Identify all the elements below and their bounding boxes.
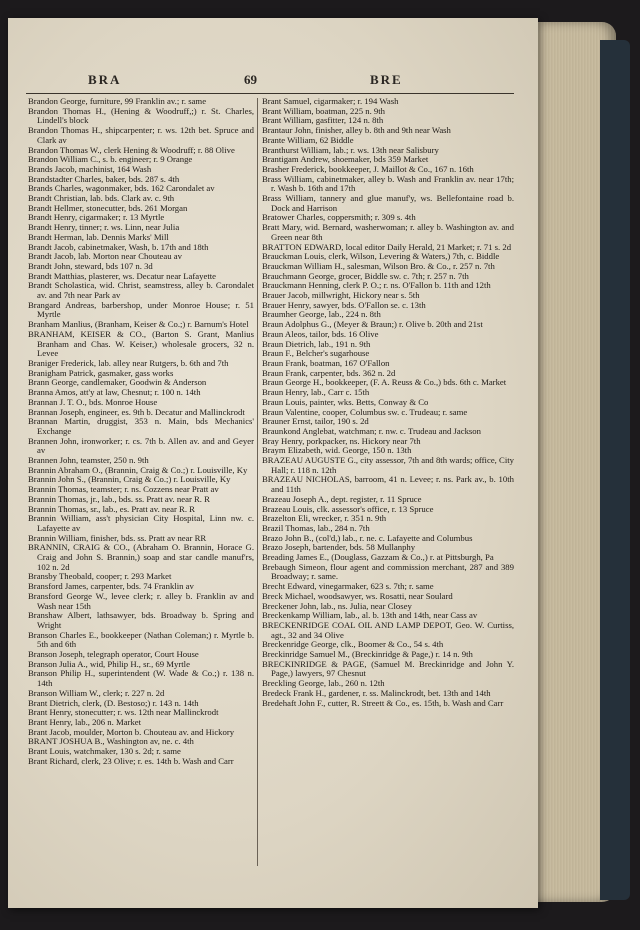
page-number: 69 <box>244 72 257 87</box>
directory-entry: Brazo Joseph, bartender, bds. 58 Mullanphy <box>262 542 416 553</box>
directory-entry: Brauckman Louis, clerk, Wilson, Levering & Waters,) 7th, c. Biddle <box>262 251 500 262</box>
directory-page <box>8 18 538 908</box>
header-rule <box>26 93 514 94</box>
directory-entry: Brant Jacob, moulder, Morton b. Chouteau av. and Hickory <box>28 726 235 737</box>
directory-entry: Breading James E., (Douglass, Gazzam & Co.,) r. at Pittsburgh, Pa <box>262 552 494 563</box>
directory-entry: Brandon Thomas W., clerk Hening & Woodruff; r. 88 Olive <box>28 144 235 155</box>
directory-entry: Brauckman William H., salesman, Wilson Bro. & Co., r. 257 n. 7th <box>262 260 495 271</box>
directory-entry: Brandon Thomas H., shipcarpenter; r. ws. 12th bet. Spruce and Clark av <box>28 125 254 145</box>
right-column <box>262 97 514 708</box>
directory-entry: Brannin Thomas, jr., lab., bds. ss. Pratt av. near R. R <box>28 493 210 504</box>
directory-entry: Branson William W., clerk; r. 227 n. 2d <box>28 687 165 698</box>
directory-entry: Braniger Frederick, lab. alley near Rutgers, b. 6th and 7th <box>28 357 229 368</box>
directory-entry: Brant Louis, watchmaker, 130 s. 2d; r. same <box>28 746 181 757</box>
directory-entry: Brannin William, ass't physician City Hospital, Linn nw. c. Lafayette av <box>28 513 254 533</box>
directory-entry: Bratt Mary, wid. Bernard, washerwoman; r. alley b. Washington av. and Green near 8th <box>262 222 514 242</box>
directory-entry: Breckenkamp William, lab., al. b. 13th and 14th, near Cass av <box>262 610 478 621</box>
directory-entry: Brazo John B., (col'd,) lab., r. ne. c. Lafayette and Columbus <box>262 532 473 543</box>
directory-entry: BRANHAM, KEISER & CO., (Barton S. Grant, Manlius Branham and Chas. W. Keiser,) wholesale grocers, 32 n. Levee <box>28 328 254 359</box>
directory-entry: Brazelton Eli, wrecker, r. 351 n. 9th <box>262 513 387 524</box>
directory-entry: Brebaugh Simeon, flour agent and commission merchant, 287 and 389 Broadway; r. same. <box>262 561 514 582</box>
directory-entry: BRATTON EDWARD, local editor Daily Herald, 21 Market; r. 71 s. 2d <box>262 241 512 252</box>
directory-entry: Brandon Thomas H., (Hening & Woodruff,;) r. St. Charles, Lindell's block <box>28 105 254 126</box>
directory-entry: Braun Frank, boatman, 167 O'Fallon <box>262 357 390 368</box>
directory-entry: Braun George H., bookkeeper, (F. A. Reuss & Co.,) bds. 6th c. Market <box>262 377 507 388</box>
directory-entry: Brannan Joseph, engineer, es. 9th b. Decatur and Mallinckrodt <box>28 406 245 417</box>
directory-entry: Braym Elizabeth, wid. George, 150 n. 13th <box>262 445 412 456</box>
directory-entry: Brass William, cabinetmaker, alley b. Wash and Franklin av. near 17th; r. Wash b. 16th and 17th <box>262 173 514 194</box>
left-column <box>28 97 254 767</box>
directory-entry: Brandt Henry, cigarmaker; r. 13 Myrtle <box>28 212 165 223</box>
directory-entry: Brazeau Joseph A., dept. register, r. 11 Spruce <box>262 493 422 504</box>
directory-entry: Brasher Frederick, bookkeeper, J. Maillot & Co., 167 n. 16th <box>262 163 474 174</box>
directory-entry: Brandt Herman, lab. Dennis Marks' Mill <box>28 231 169 242</box>
directory-entry: Brandt Hellmer, stonecutter, bds. 261 Morgan <box>28 202 188 213</box>
directory-entry: Brauckmann Henning, clerk P. O.; r. ns. O'Fallon b. 11th and 12th <box>262 280 491 291</box>
directory-entry: Branson Philip H., superintendent (W. Wade & Co.;) r. 138 n. 14th <box>28 668 254 689</box>
directory-entry: Brannin John S., (Brannin, Craig & Co.;) r. Louisville, Ky <box>28 474 231 485</box>
directory-entry: Braunkond Anglebat, watchman; r. nw. c. Trudeau and Jackson <box>262 425 481 436</box>
directory-entry: Breck Michael, woodsawyer, ws. Rosatti, near Soulard <box>262 590 453 601</box>
directory-entry: Brannen John, teamster, 250 n. 9th <box>28 455 149 466</box>
directory-entry: Brandt John, steward, bds 107 n. 3d <box>28 260 153 271</box>
directory-entry: Braun F., Belcher's sugarhouse <box>262 348 370 359</box>
directory-entry: Brant Samuel, cigarmaker; r. 194 Wash <box>262 96 399 106</box>
directory-entry: Brant Henry, stonecutter; r. ws. 12th near Mallinckrodt <box>28 707 219 718</box>
directory-entry: Brandon George, furniture, 99 Franklin av.; r. same <box>28 96 207 106</box>
directory-entry: Branson Charles E., bookkeeper (Nathan Coleman;) r. Myrtle b. 5th and 6th <box>28 629 254 650</box>
directory-entry: Bransford James, carpenter, bds. 74 Franklin av <box>28 581 194 592</box>
directory-entry: Braun Aleos, tailor, bds. 16 Olive <box>262 328 379 339</box>
directory-entry: BRANT JOSHUA B., Washington av, ne. c. 4th <box>28 736 194 747</box>
directory-entry: Brantigam Andrew, shoemaker, bds 359 Market <box>262 154 429 165</box>
directory-entry: Brangard Andreas, barbershop, under Monroe House; r. 51 Myrtle <box>28 299 254 320</box>
directory-entry: Brandt Matthias, plasterer, ws. Decatur near Lafayette <box>28 270 217 281</box>
directory-entry: Brandt Jacob, lab. Morton near Chouteau av <box>28 251 182 262</box>
directory-entry: Breckenridge George, clk., Boomer & Co., 54 s. 4th <box>262 639 444 650</box>
directory-entry: Brauchmann George, grocer, Biddle sw. c. 7th; r. 257 n. 7th <box>262 270 469 281</box>
directory-entry: BRAZEAU NICHOLAS, barroom, 41 n. Levee; r. ns. Park av., b. 10th and 11th <box>262 474 514 495</box>
directory-entry: Brantaur John, finisher, alley b. 8th and 9th near Wash <box>262 125 451 136</box>
directory-entry: Brant William, gasfitter, 124 n. 8th <box>262 115 384 126</box>
directory-entry: Brannin William, finisher, bds. ss. Pratt av near RR <box>28 532 207 543</box>
directory-entry: Brante William, 62 Biddle <box>262 134 354 145</box>
directory-entry: Braun Frank, carpenter, bds. 362 n. 2d <box>262 367 396 378</box>
directory-entry: Brannan J. T. O., bds. Monroe House <box>28 396 158 407</box>
directory-entry: Brass William, tannery and glue manuf'y, ws. Bellefontaine road b. Dock and Harrison <box>262 193 514 213</box>
directory-entry: Brant Richard, clerk, 23 Olive; r. es. 14th b. Wash and Carr <box>28 755 234 766</box>
directory-entry: Branna Amos, att'y at law, Chesnut; r. 100 n. 14th <box>28 387 201 398</box>
directory-entry: Braun Dietrich, lab., 191 n. 9th <box>262 338 371 349</box>
directory-entry: Brandstadter Charles, baker, bds. 287 s. 4th <box>28 173 180 184</box>
directory-entry: Brant William, boatman, 225 n. 9th <box>262 105 386 116</box>
directory-entry: BRECKENRIDGE COAL OIL AND LAMP DEPOT, Geo. W. Curtiss, agt., 32 and 34 Olive <box>262 619 514 640</box>
left-guide-word: BRA <box>88 72 122 87</box>
directory-entry: Brandt Jacob, cabinetmaker, Wash, b. 17th and 18th <box>28 241 209 252</box>
directory-entry: Braun Adolphus G., (Meyer & Braun;) r. Olive b. 20th and 21st <box>262 319 483 330</box>
directory-entry: Brannin Thomas, teamster; r. ns. Cozzens near Pratt av <box>28 484 219 495</box>
directory-entry: Bray Henry, porkpacker, ns. Hickory near 7th <box>262 435 421 446</box>
directory-entry: Branthurst William, lab.; r. ws. 13th near Salisbury <box>262 144 439 155</box>
directory-entry: Brannin Abraham O., (Brannin, Craig & Co.;) r. Louisville, Ky <box>28 464 248 475</box>
directory-entry: Brandt Christian, lab. bds. Clark av. c. 9th <box>28 193 175 204</box>
directory-entry: Brauer Jacob, millwright, Hickory near s. 5th <box>262 290 420 301</box>
directory-entry: Bransford George W., levee clerk; r. alley b. Franklin av and Wash near 15th <box>28 590 254 611</box>
directory-entry: Brann George, candlemaker, Goodwin & Anderson <box>28 377 207 388</box>
directory-entry: Brecht Edward, vinegarmaker, 623 s. 7th; r. same <box>262 581 434 592</box>
directory-entry: BRAZEAU AUGUSTE G., city assessor, 7th and 8th wards; office, City Hall; r. 118 n. 12th <box>262 455 514 475</box>
directory-entry: Braun Valentine, cooper, Columbus sw. c. Trudeau; r. same <box>262 406 468 417</box>
directory-entry: Branson Joseph, telegraph operator, Court House <box>28 649 199 660</box>
directory-entry: Branigham Patrick, gasmaker, gass works <box>28 367 174 378</box>
directory-entry: Brannan Martin, druggist, 353 n. Main, bds Mechanics' Exchange <box>28 416 254 436</box>
directory-entry: Brauner Ernst, tailor, 190 s. 2d <box>262 416 369 427</box>
directory-entry: Brandt Scholastica, wid. Christ, seamstress, alley b. Carondalet av. and 7th near Park av <box>28 280 254 301</box>
directory-entry: Brant Dietrich, clerk, (D. Bestoso;) r. 143 n. 14th <box>28 697 199 708</box>
directory-entry: Bransby Theobald, cooper; r. 293 Market <box>28 571 172 582</box>
directory-entry: Brannen John, ironworker; r. cs. 7th b. Allen av. and and Geyer av <box>28 435 254 456</box>
directory-entry: Breckling George, lab., 260 n. 12th <box>262 678 385 689</box>
directory-entry: Brandon William C., s. b. engineer; r. 9 Orange <box>28 154 193 165</box>
directory-entry: Brannin Thomas, sr., lab., es. Pratt av. near R. R <box>28 503 195 514</box>
directory-entry: Brazeau Louis, clk. assessor's office, r. 13 Spruce <box>262 503 434 514</box>
column-divider <box>257 98 258 866</box>
directory-entry: Bratower Charles, coppersmith; r. 309 s. 4th <box>262 212 416 223</box>
directory-entry: Brant Henry, lab., 206 n. Market <box>28 717 142 727</box>
directory-entry: Brazil Thomas, lab., 284 n. 7th <box>262 522 370 533</box>
directory-entry: Brands Jacob, machinist, 164 Wash <box>28 163 152 174</box>
directory-entry: Bredehaft John F., cutter, R. Streett & Co., es. 15th, b. Wash and Carr <box>262 697 504 708</box>
directory-entry: BRECKINRIDGE & PAGE, (Samuel M. Breckinridge and John Y. Page,) lawyers, 97 Chesnut <box>262 658 514 679</box>
directory-entry: Braun Louis, painter, wks. Betts, Conway & Co <box>262 396 429 407</box>
book-cover <box>600 40 630 900</box>
directory-entry: Brandt Henry, tinner; r. ws. Linn, near Julia <box>28 222 180 233</box>
directory-entry: Branham Manlius, (Branham, Keiser & Co.;) r. Barnum's Hotel <box>28 319 249 330</box>
directory-entry: Braumher George, lab., 224 n. 8th <box>262 309 381 320</box>
right-guide-word: BRE <box>370 72 403 87</box>
directory-entry: BRANNIN, CRAIG & CO., (Abraham O. Brannin, Horace G. Craig and John S. Brannin,) soap and star candle manuf'rs, 102 n. 2d <box>28 542 254 572</box>
directory-entry: Braun Henry, lab., Carr c. 15th <box>262 387 370 398</box>
directory-entry: Brauer Henry, sawyer, bds. O'Fallon se. c. 13th <box>262 299 426 310</box>
directory-entry: Bredeck Frank H., gardener, r. ss. Malinckrodt, bet. 13th and 14th <box>262 687 491 698</box>
directory-entry: Branson Julia A., wid, Philip H., sr., 69 Myrtle <box>28 658 190 669</box>
directory-entry: Brands Charles, wagonmaker, bds. 162 Carondalet av <box>28 183 215 194</box>
directory-entry: Breckinridge Samuel M., (Breckinridge & Page,) r. 14 n. 9th <box>262 649 473 660</box>
directory-entry: Branshaw Albert, lathsawyer, bds. Broadway b. Spring and Wright <box>28 610 254 630</box>
directory-entry: Breckener John, lab., ns. Julia, near Closey <box>262 600 412 611</box>
